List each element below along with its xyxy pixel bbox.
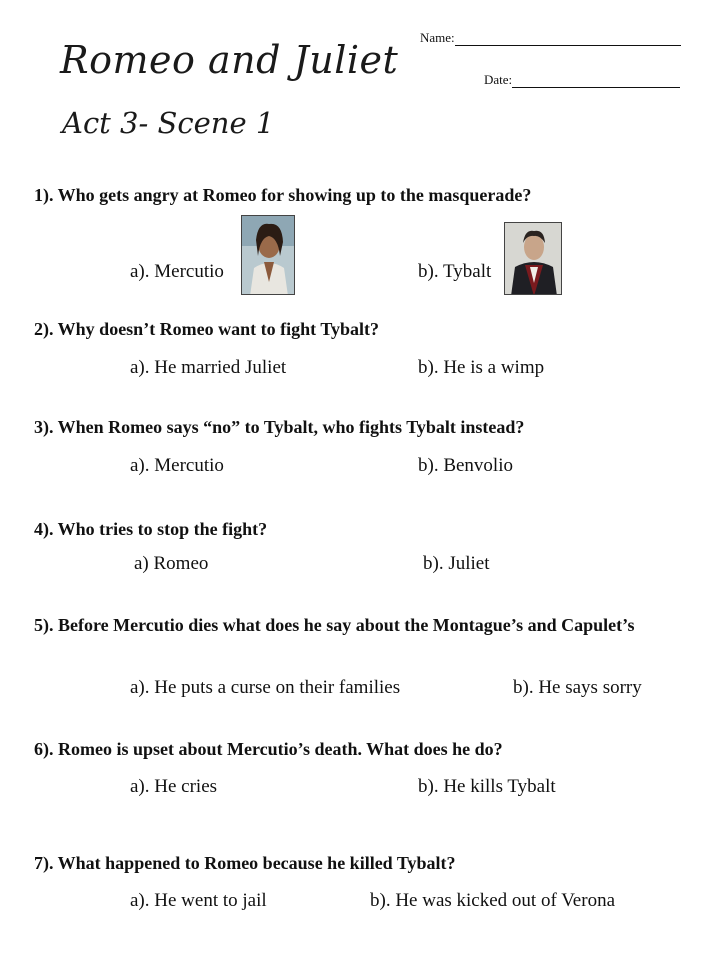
date-field[interactable] [484,72,680,88]
question-1-answer-a: a). Mercutio [130,261,224,282]
question-4-answer-b: b). Juliet [423,553,490,574]
question-1: 1). Who gets angry at Romeo for showing up to the masquerade? [34,185,532,205]
question-2-answer-a: a). He married Juliet [130,357,287,378]
date-label: Date: [484,72,513,87]
name-blank-line [455,33,681,46]
question-7-answer-a: a). He went to jail [130,890,267,911]
question-4-answer-a: a) Romeo [134,553,209,574]
question-7-answer-b: b). He was kicked out of Verona [370,890,615,911]
question-3: 3). When Romeo says “no” to Tybalt, who fights Tybalt instead? [34,417,525,437]
question-5-answer-a: a). He puts a curse on their families [130,677,401,698]
worksheet-title: Romeo and Juliet [60,38,399,82]
question-2-answer-b: b). He is a wimp [418,357,545,378]
question-7: 7). What happened to Romeo because he killed Tybalt? [34,853,456,873]
name-label: Name: [420,30,455,45]
mercutio-portrait-image [241,215,295,295]
question-3-answer-a: a). Mercutio [130,455,224,476]
name-field[interactable] [420,30,681,46]
date-blank-line [512,75,680,88]
question-6-answer-b: b). He kills Tybalt [418,776,556,797]
question-1-answer-b: b). Tybalt [418,261,492,282]
question-2: 2). Why doesn’t Romeo want to fight Tybalt? [34,319,380,339]
tybalt-portrait-image [504,222,562,295]
question-5-answer-b: b). He says sorry [513,677,642,698]
question-5: 5). Before Mercutio dies what does he say about the Montague’s and Capulet’s [34,615,635,635]
question-6-answer-a: a). He cries [130,776,218,797]
worksheet-subtitle: Act 3- Scene 1 [62,106,275,140]
question-4: 4). Who tries to stop the fight? [34,519,268,539]
question-6: 6). Romeo is upset about Mercutio’s death. What does he do? [34,739,503,759]
question-3-answer-b: b). Benvolio [418,455,513,476]
